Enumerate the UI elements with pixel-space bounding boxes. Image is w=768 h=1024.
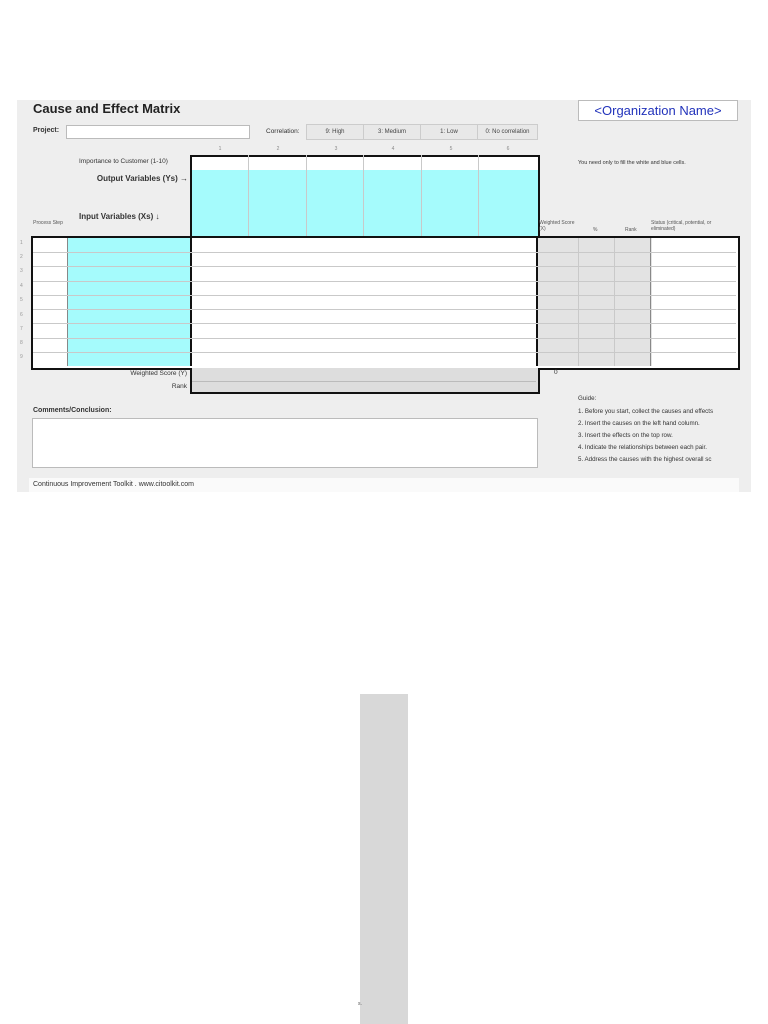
guide-step: 1. Before you start, collect the causes and effects bbox=[578, 408, 714, 415]
comments-input[interactable] bbox=[32, 418, 538, 468]
correlation-low: 1: Low bbox=[420, 124, 478, 140]
project-label: Project: bbox=[33, 127, 60, 134]
correlation-medium: 3: Medium bbox=[363, 124, 421, 140]
spreadsheet-page bbox=[17, 100, 751, 492]
grid-row-separator bbox=[33, 323, 736, 324]
input-variables-cells[interactable] bbox=[67, 238, 190, 366]
grid-row-separator bbox=[33, 309, 736, 310]
row-number: 7 bbox=[20, 326, 23, 332]
weighted-score-x-header: Weighted Score (X) bbox=[539, 220, 575, 232]
fill-note: You need only to fill the white and blue cells. bbox=[578, 160, 686, 166]
grid-row-separator bbox=[33, 295, 736, 296]
correlation-none: 0: No correlation bbox=[477, 124, 538, 140]
grid-row-separator bbox=[33, 252, 736, 253]
row-number: 3 bbox=[20, 268, 23, 274]
stray-mark: s. bbox=[358, 1001, 362, 1007]
guide-step: 3. Insert the effects on the top row. bbox=[578, 432, 673, 439]
row-number: 1 bbox=[20, 240, 23, 246]
row-number: 5 bbox=[20, 297, 23, 303]
project-input[interactable] bbox=[66, 125, 250, 139]
guide-step: 2. Insert the causes on the left hand column. bbox=[578, 420, 700, 427]
importance-label: Importance to Customer (1-10) bbox=[79, 158, 168, 165]
computed-columns bbox=[536, 238, 652, 366]
column-number: 2 bbox=[276, 146, 280, 152]
footer: Continuous Improvement Toolkit . www.citoolkit.com bbox=[29, 478, 739, 492]
output-variables-cells[interactable] bbox=[190, 170, 540, 236]
vertical-scrollbar[interactable] bbox=[360, 694, 408, 1024]
comments-label: Comments/Conclusion: bbox=[33, 407, 112, 414]
status-header: Status (critical, potential, or eliminated) bbox=[651, 220, 712, 232]
column-number: 1 bbox=[218, 146, 222, 152]
row-number: 9 bbox=[20, 354, 23, 360]
correlation-high: 9: High bbox=[306, 124, 364, 140]
weighted-score-y-label: Weighted Score (Y) bbox=[130, 370, 187, 377]
column-number: 3 bbox=[334, 146, 338, 152]
guide-step: 4. Indicate the relationships between each pair. bbox=[578, 444, 707, 451]
rank-label: Rank bbox=[171, 383, 187, 390]
row-number: 8 bbox=[20, 340, 23, 346]
row-number: 2 bbox=[20, 254, 23, 260]
column-number: 4 bbox=[391, 146, 395, 152]
row-number: 4 bbox=[20, 283, 23, 289]
percent-header: % bbox=[593, 227, 598, 233]
rank-header: Rank bbox=[625, 227, 637, 233]
row-number: 6 bbox=[20, 312, 23, 318]
weighted-total: 0 bbox=[554, 369, 558, 376]
grid-row-separator bbox=[33, 266, 736, 267]
importance-input-row[interactable] bbox=[190, 155, 540, 171]
grid-row-separator bbox=[33, 338, 736, 339]
grid-row-separator bbox=[33, 352, 736, 353]
input-variables-label: Input Variables (Xs) ↓ bbox=[79, 212, 160, 221]
correlation-label: Correlation: bbox=[266, 128, 300, 135]
organization-name-field[interactable]: <Organization Name> bbox=[578, 100, 738, 121]
page-title: Cause and Effect Matrix bbox=[33, 101, 181, 116]
column-number: 6 bbox=[506, 146, 510, 152]
process-step-label: Process Step bbox=[33, 220, 63, 226]
guide-step: 5. Address the causes with the highest overall sc bbox=[578, 456, 712, 463]
output-variables-label: Output Variables (Ys) → bbox=[96, 174, 188, 183]
guide-heading: Guide: bbox=[578, 395, 597, 402]
column-number: 5 bbox=[449, 146, 453, 152]
grid-row-separator bbox=[33, 281, 736, 282]
